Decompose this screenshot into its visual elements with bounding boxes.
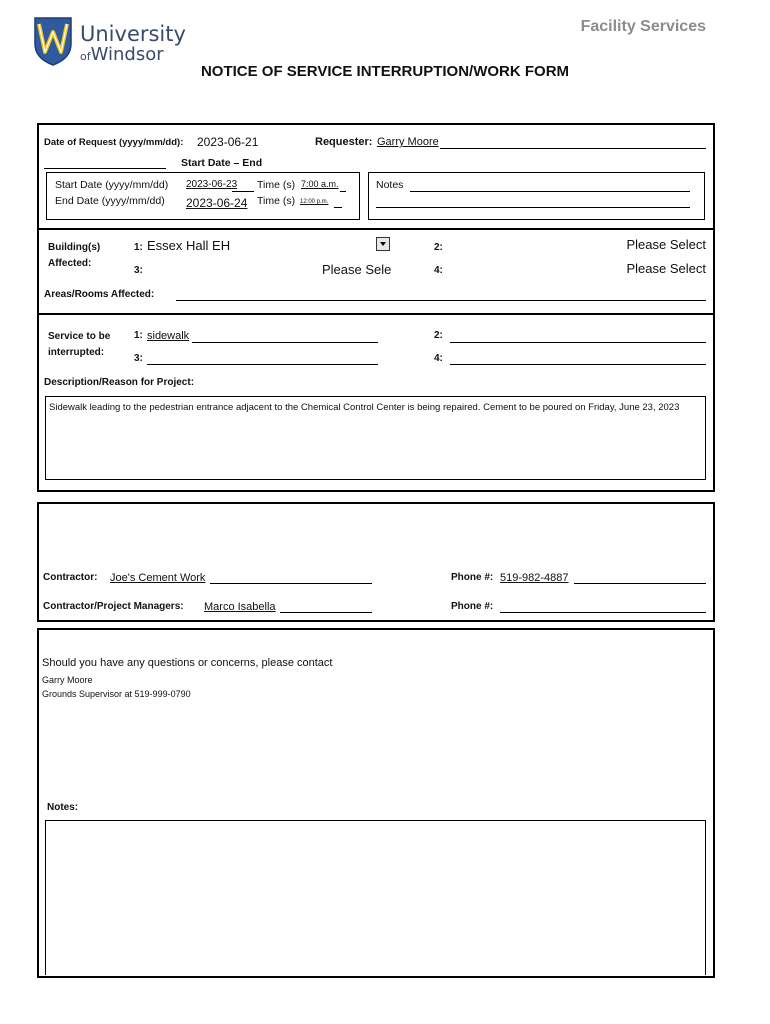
building-3-number: 3: [134,265,143,276]
phone-line [574,583,706,584]
contact-notes-box[interactable] [45,820,706,975]
service-4-line[interactable] [450,364,706,365]
building-4-number: 4: [434,265,443,276]
description-text: Sidewalk leading to the pedestrian entrance adjacent to the Chemical Control Center is being repaired. Cement to be poured on Friday, June 23, 2023 [49,402,680,413]
contact-role: Grounds Supervisor at 519-999-0790 [42,689,191,699]
contractor-value[interactable]: Joe's Cement Work [110,572,206,584]
phone-label: Phone #: [451,572,494,583]
service-3-number: 3: [134,353,143,364]
university-shield-logo [33,16,73,66]
requester-line [440,148,706,149]
form-title: NOTICE OF SERVICE INTERRUPTION/WORK FORM [200,63,570,80]
building-1-number: 1: [134,242,143,253]
service-1-value[interactable]: sidewalk [147,330,190,342]
service-3-line[interactable] [147,364,378,365]
date-of-request-value[interactable]: 2023-06-21 [197,135,259,149]
requester-value[interactable]: Garry Moore [377,136,439,148]
managers-line [280,612,372,613]
managers-value[interactable]: Marco Isabella [204,601,276,613]
building-4-select[interactable]: Please Select [626,261,706,276]
start-time-value[interactable]: 7:00 a.m. [301,179,339,189]
date-of-request-label: Date of Request (yyyy/mm/dd): [44,137,184,148]
logo-of: of [80,50,91,63]
contact-intro: Should you have any questions or concerns, please contact [42,657,333,669]
service-label-2: interrupted: [48,347,105,358]
phone-value[interactable]: 519-982-4887 [500,572,569,584]
logo-windsor [80,44,164,65]
buildings-label-1: Building(s) [48,242,101,253]
logo-windsor-text: Windsor [90,44,164,65]
notes-line-1[interactable] [410,191,690,192]
service-1-number: 1: [134,330,143,341]
building-2-number: 2: [434,242,443,253]
notes-box [368,172,705,220]
requester-label: Requester: [315,136,373,148]
areas-rooms-line[interactable] [176,300,706,301]
building-1-select[interactable]: Essex Hall EH [147,238,231,253]
start-time-label: Time (s) [257,179,296,191]
end-time-value[interactable]: 12:00 p.m. [300,199,329,205]
service-2-line[interactable] [450,342,706,343]
service-4-number: 4: [434,353,443,364]
end-date-value[interactable]: 2023-06-24 [186,196,248,210]
contact-name: Garry Moore [42,675,93,685]
logo-university: University [80,22,186,46]
buildings-label-2: Affected: [48,258,92,269]
start-date-value[interactable]: 2023-06-23 [186,179,238,190]
building-3-select[interactable]: Please Sele [322,262,392,277]
service-2-number: 2: [434,330,443,341]
request-date-line [44,168,166,169]
end-time-label: Time (s) [257,195,296,207]
contractor-label: Contractor: [43,572,98,583]
start-date-line [232,191,254,192]
start-time-line [340,191,346,192]
managers-label: Contractor/Project Managers: [43,601,184,612]
end-date-label: End Date (yyyy/mm/dd) [55,195,165,207]
building-1-dropdown-icon[interactable] [376,237,390,251]
building-2-select[interactable]: Please Select [626,237,706,252]
start-end-label: Start Date – End [181,157,263,169]
end-time-line [334,207,342,208]
department-name: Facility Services [580,18,706,35]
contact-notes-label: Notes: [47,802,79,813]
areas-rooms-label: Areas/Rooms Affected: [44,289,155,300]
service-1-line [192,342,378,343]
phone2-line[interactable] [500,612,706,613]
start-date-label: Start Date (yyyy/mm/dd) [55,179,169,191]
notes-label: Notes [376,179,404,191]
description-label: Description/Reason for Project: [44,377,195,388]
contractor-line [210,583,372,584]
notes-line-2[interactable] [376,207,690,208]
phone2-label: Phone #: [451,601,494,612]
service-label-1: Service to be [48,331,111,342]
